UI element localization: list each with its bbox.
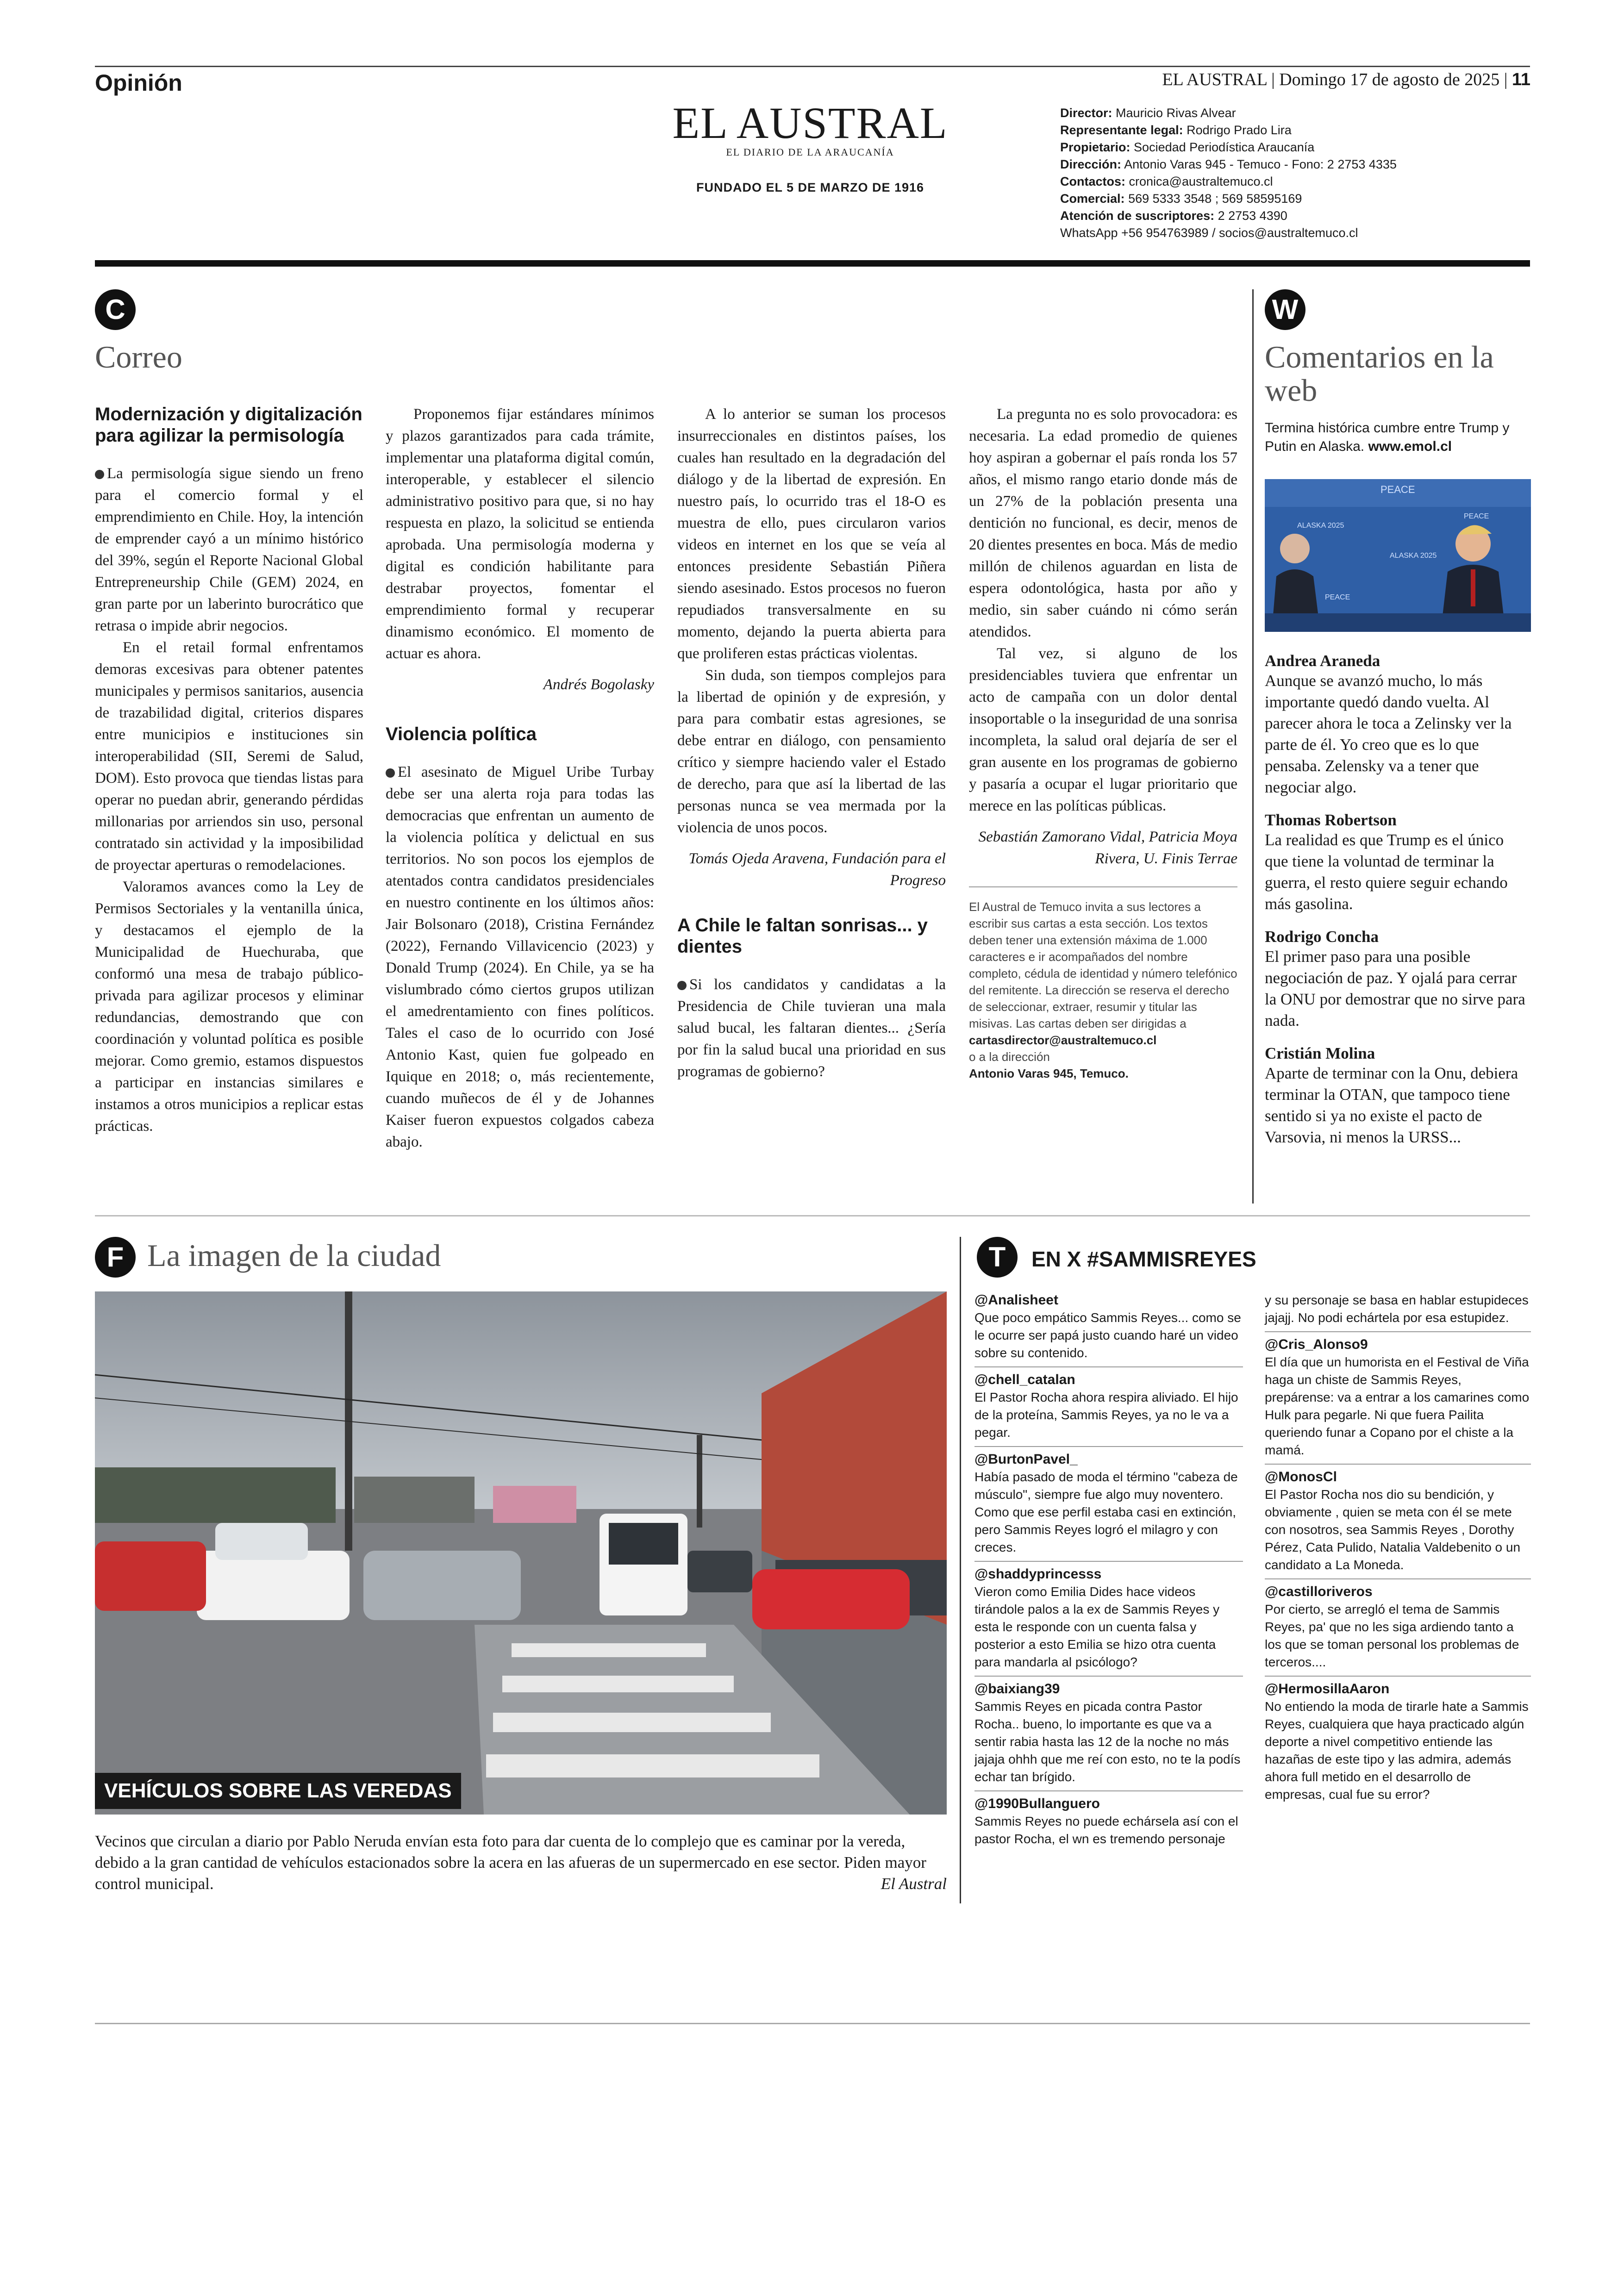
photo-description: Vecinos que circulan a diario por Pablo Neruda envían esta foto para dar cuenta de lo complejo que es caminar por la vereda, debido a la gran cantidad de vehículos estacionados sobre la acera en las afueras de un supermercado en ese sector. Piden mayor control municipal. El Austral [95, 1831, 947, 1895]
letter1-p2: En el retail formal enfrentamos demoras excesivas para obtener patentes municipales y permisos sanitarios, ausencia de trazabilidad digital, criterios dispares entre municipios e instituciones sin interoperabilidad (SII, Seremi de Salud, DOM). Esto provoca que tiendas listas para operar no puedan abrir, generando pérdidas millonarias por arriendos sin uso, personal contratado sin actividad y la imposibilidad de proyectar aperturas o remodelaciones. [95, 639, 363, 873]
svg-text:PEACE: PEACE [1464, 512, 1489, 520]
correo-col3 [677, 404, 946, 1083]
x-title: EN X #SAMMISREYES [1031, 1247, 1256, 1271]
web-intro-site: www.emol.cl [1368, 439, 1452, 454]
masthead-tagline: EL DIARIO DE LA ARAUCANÍA [726, 146, 894, 158]
svg-text:ALASKA 2025: ALASKA 2025 [1297, 522, 1344, 530]
web-badge: W [1265, 289, 1305, 330]
letter1-signature: Andrés Bogolasky [543, 676, 654, 693]
tweet-divider [974, 1790, 1243, 1791]
tweet-user: @shaddyprincesss [974, 1566, 1102, 1582]
comment-text: Aunque se avanzó mucho, lo más importante quedó dando vuelta. Al parecer ahora le toca a Zelinsky ver la parte de él. Yo creo que es lo que pensaba. Zelensky va a tener que negociar algo. [1265, 672, 1512, 796]
bullet-icon [386, 768, 395, 778]
tweet-user: @chell_catalan [974, 1372, 1075, 1387]
comment-author: Thomas Robertson [1265, 811, 1397, 829]
comment-text: Aparte de terminar con la Onu, debiera terminar la OTAN, que tampoco tiene sentido si ya no existe el pacto de Varsovia, ni menos la URSS... [1265, 1064, 1518, 1146]
tweet-user: @Analisheet [974, 1292, 1058, 1308]
staff-line: Representante legal: Rodrigo Prado Lira [1060, 123, 1292, 137]
letter2-p2: A lo anterior se suman los procesos insurreccionales en distintos países, los cuales han resultado en la degradación del diálogo y de la libertad de expresión. En nuestro país, lo ocurrido tras el 18-O es muestra de ello, pues circularon varios videos en internet en los que se veía al entonces presidente Sebastián Piñera siendo asesinado. Estos procesos no fueron repudiados transversalmente en su momento, dejando la puerta abierta para que proliferen estas prácticas violentas. [677, 406, 946, 662]
tweet-text: El Pastor Rocha nos dio su bendición, y obviamente , quien se meta con él se mete con nosotros, sea Sammis Reyes , Dorothy Pérez, Cata Pulido, Natalia Valdebenito o un candidato a La Moneda. [1265, 1487, 1521, 1572]
city-photo [95, 1291, 947, 1815]
dateline-date: Domingo 17 de agosto de 2025 [1279, 70, 1500, 89]
tweet-user: @castilloriveros [1265, 1584, 1373, 1599]
staff-line: Comercial: 569 5333 3548 ; 569 58595169 [1060, 192, 1302, 206]
header-thick-rule [95, 260, 1530, 267]
web-intro: Termina histórica cumbre entre Trump y Putin en Alaska. www.emol.cl [1265, 420, 1510, 454]
letter2-p1: El asesinato de Miguel Uribe Turbay debe ser una alerta roja para todas las democracias que enfrentan un aumento de la violencia política y delictual en sus territorios. No son pocos los ejemplos de atentados contra candidatos presidenciales en nuestro continente en los últimos años: Jair Bolsonaro (2018), Cristina Fernández (2022), Fernando Villavicencio (2023) y Donald Trump (2024). En Chile, ya se ha vislumbrado cómo ciertos grupos utilizan el amedrentamiento con fines políticos. Tales el caso de lo ocurrido con José Antonio Kast, quien fue golpeado en Iquique en 2018; o, más recientemente, cuando muñecos de él y de Johannes Kaiser fueron expuestos colgados cabeza abajo. [386, 764, 654, 1150]
staff-line: Director: Mauricio Rivas Alvear [1060, 106, 1236, 120]
tweet-text: Había pasado de moda el término "cabeza de músculo", siempre fue algo muy noventero. Como que ese perfil estaba casi en extinción, pero Sammis Reyes logró el milagro y con creces. [974, 1470, 1238, 1554]
web-title: Comentarios en la web [1265, 339, 1494, 408]
tweet-text: Sammis Reyes en picada contra Pastor Rocha.. bueno, lo importante es que va a sentir rabia hasta las 12 de la noche no más jajaja ohhh que me reí con esto, no te la podís echar tan brígido. [974, 1699, 1241, 1784]
letter1-col1 [95, 404, 363, 1137]
letter1-p3: Valoramos avances como la Ley de Permisos Sectoriales y la ventanilla única, y destacamos el ejemplo de la Municipalidad de Huechuraba, que conformó una mesa de trabajo público-privada para agilizar procesos y eliminar redundancias, demostrando que con coordinación y voluntad política es posible mejorar. Como gremio, estamos dispuestos a participar en instancias similares e instamos a otros municipios a replicar estas prácticas. [95, 879, 363, 1135]
correo-title: Correo [95, 339, 182, 374]
letter3-signature: Sebastián Zamorano Vidal, Patricia Moya Rivera, U. Finis Terrae [978, 829, 1237, 867]
tweet-user: @BurtonPavel_ [974, 1452, 1078, 1467]
note-or: o a la dirección [969, 1050, 1050, 1064]
tweet-text: El Pastor Rocha ahora respira aliviado. El hijo de la proteína, Sammis Reyes, ya no le va a pegar. [974, 1390, 1238, 1440]
column-divider [960, 1237, 961, 1903]
letter3-p3: Tal vez, si alguno de los presidenciables tuviera que enfrentar un acto de campaña con un dolor dental insoportable o la inseguridad de una sonrisa incompleta, la salud oral dejaría de ser el gran ausente en los programas de gobierno y pasaría a ocupar el lugar prioritario que merece en las políticas públicas. [969, 645, 1237, 814]
bullet-icon [677, 981, 687, 990]
letter2-p3: Sin duda, son tiempos complejos para la libertad de opinión y de expresión, y para para combatir estas agresiones, se debe entrar en diálogo, con pensamiento crítico y siempre haciendo valer el Estado de derecho, para que así la libertad de las personas nunca se vea mermada por la violencia de unos pocos. [677, 667, 946, 836]
svg-text:PEACE: PEACE [1380, 484, 1415, 495]
comment-text: El primer paso para una posible negociación de paz. Y ojalá para cerrar la ONU por demostrar que no sirve para nada. [1265, 948, 1525, 1029]
staff-line: Dirección: Antonio Varas 945 - Temuco - Fono: 2 2753 4335 [1060, 157, 1397, 171]
masthead-founded: FUNDADO EL 5 DE MARZO DE 1916 [696, 181, 924, 194]
tweet-divider [1265, 1578, 1531, 1579]
tweet-user: @HermosillaAaron [1265, 1681, 1390, 1696]
letter3-p1: Si los candidatos y candidatas a la Presidencia de Chile tuvieran una mala salud bucal, les faltaran dientes... ¿Sería por fin la salud bucal una prioridad en sus programas de gobierno? [677, 976, 946, 1080]
svg-text:PEACE: PEACE [1325, 593, 1350, 601]
tweet-divider [1265, 1676, 1531, 1677]
correo-col4 [969, 404, 1237, 1082]
note-email: cartasdirector@australtemuco.cl [969, 1033, 1157, 1047]
section-divider [95, 1215, 1530, 1216]
tweet-user: @MonosCl [1265, 1469, 1337, 1484]
section-name: Opinión [95, 70, 182, 96]
tweets-col2 [1265, 1291, 1531, 1803]
tweet-divider [974, 1561, 1243, 1562]
bullet-icon [95, 470, 104, 479]
tweet-divider [1265, 1331, 1531, 1332]
submission-note [969, 886, 1237, 1082]
comment-author: Cristián Molina [1265, 1044, 1375, 1062]
masthead [648, 98, 972, 195]
imagen-title: La imagen de la ciudad [147, 1238, 441, 1273]
header-top-rule [95, 66, 1530, 67]
summit-photo [1265, 479, 1531, 632]
footer-rule [95, 2023, 1530, 2024]
tweet-user: @1990Bullanguero [974, 1796, 1100, 1811]
web-comments [1265, 639, 1531, 1148]
dateline-paper: EL AUSTRAL [1162, 70, 1267, 89]
letter3-headline: A Chile le faltan sonrisas... y dientes [677, 915, 928, 957]
photo-caption: VEHÍCULOS SOBRE LAS VEREDAS [95, 1773, 461, 1809]
correo-col2 [386, 404, 654, 1153]
tweet-user: @baixiang39 [974, 1681, 1060, 1696]
tweet-text: Que poco empático Sammis Reyes... como se le ocurre ser papá justo cuando haré un video sobre su contenido. [974, 1310, 1241, 1360]
x-badge: T [977, 1237, 1018, 1278]
comment-text: La realidad es que Trump es el único que tiene la voluntad de terminar la guerra, el resto quiere seguir echando más gasolina. [1265, 831, 1508, 913]
tweet-divider [974, 1446, 1243, 1447]
correo-badge: C [95, 289, 136, 330]
tweet-text: No entiendo la moda de tirarle hate a Sammis Reyes, cualquiera que haya practicado algún deporte a nivel competitivo entiende las hazañas de este tipo y las admira, además ahora full metido en el desarrollo de empresas, cual fue su error? [1265, 1699, 1529, 1802]
note-text: El Austral de Temuco invita a sus lectores a escribir sus cartas a esta sección. Los textos deben tener una extensión máxima de 1.000 caracteres e ir acompañados del nombre completo, cédula de identidad y número telefónico del remitente. La dirección se reserva el derecho de seleccionar, extraer, resumir y titular las misivas. Las cartas deben ser dirigidas a [969, 900, 1237, 1030]
letter1-p4: Proponemos fijar estándares mínimos y plazos garantizados para cada trámite, implementar una plataforma digital común, interoperable, y establecer el silencio administrativo positivo para que, si no hay respuesta en plazo, la solicitud se entienda aprobada. Una permisología moderna y digital es condición habilitante para destrabar proyectos, fomentar el emprendimiento formal y recuperar dinamismo económico. El momento de actuar es ahora. [386, 406, 654, 662]
tweet-text: El día que un humorista en el Festival de Viña haga un chiste de Sammis Reyes, prepárense: va a entrar a los camarines como Hulk para pegarle. Ni que fuera Pailita queriendo funar a Copano por el chiste a la mamá. [1265, 1355, 1530, 1457]
staff-line: WhatsApp +56 954763989 / socios@australtemuco.cl [1060, 226, 1358, 240]
letter3-p2: La pregunta no es solo provocadora: es necesaria. La edad promedio de quienes hoy aspiran a gobernar el país ronda los 57 años, el mismo rango etario donde más de un 27% de la población presenta una dentición no funcional, es decir, menos de 20 dientes presentes en boca. Más de medio millón de chilenos aguardan en lista de espera odontológica, hasta por año y medio, sin saber cuándo ni cómo serán atendidos. [969, 406, 1237, 640]
staff-line: Contactos: cronica@australtemuco.cl [1060, 175, 1273, 188]
tweet-text: Vieron como Emilia Dides hace videos tirándole palos a la ex de Sammis Reyes y esta le responde con un cuenta falsa y posterior a esto Emilia se hizo otra cuenta para mandarla al psicólogo? [974, 1584, 1220, 1669]
staff-box [1060, 105, 1528, 242]
letter1-headline: Modernización y digitalización para agilizar la permisología [95, 404, 362, 446]
tweet-divider [1265, 1464, 1531, 1465]
dateline: EL AUSTRAL | Domingo 17 de agosto de 2025 | 11 [1162, 70, 1530, 89]
comment-author: Andrea Araneda [1265, 652, 1380, 670]
tweet-user: @Cris_Alonso9 [1265, 1337, 1368, 1352]
tweet-text: Sammis Reyes no puede echársela así con el pastor Rocha, el wn es tremendo personaje [974, 1814, 1238, 1846]
tweet-divider [974, 1676, 1243, 1677]
tweet-text: Por cierto, se arregló el tema de Sammis Reyes, pa' que no les siga ardiendo tanto a los que se toman personal los problemas de terceros.... [1265, 1602, 1519, 1669]
staff-line: Atención de suscriptores: 2 2753 4390 [1060, 209, 1287, 223]
letter2-signature: Tomás Ojeda Aravena, Fundación para el Progreso [688, 850, 946, 889]
svg-text:ALASKA 2025: ALASKA 2025 [1390, 552, 1437, 560]
letter2-headline: Violencia política [386, 724, 537, 744]
page-number: 11 [1512, 70, 1530, 89]
comment-author: Rodrigo Concha [1265, 928, 1379, 946]
tweet-divider [974, 1366, 1243, 1367]
tweets-col1 [974, 1291, 1243, 1848]
letter1-p1: La permisología sigue siendo un freno para el comercio formal y el emprendimiento en Chile. Hoy, la intención de emprender cayó a un mínimo histórico del 39%, según el Reporte Nacional Global Entrepreneurship Chile (GEM) 2024, en gran parte por un laberinto burocrático que retrasa o impide abrir negocios. [95, 465, 363, 634]
masthead-name: EL AUSTRAL [672, 98, 948, 148]
column-divider [1252, 289, 1254, 1204]
note-address: Antonio Varas 945, Temuco. [969, 1066, 1129, 1080]
staff-line: Propietario: Sociedad Periodística Araucanía [1060, 140, 1315, 154]
photo-credit: El Austral [881, 1875, 947, 1893]
tweet-continuation: y su personaje se basa en hablar estupideces jajajj. No podi echártela por esa estupidez. [1265, 1293, 1529, 1325]
imagen-badge: F [95, 1237, 136, 1278]
